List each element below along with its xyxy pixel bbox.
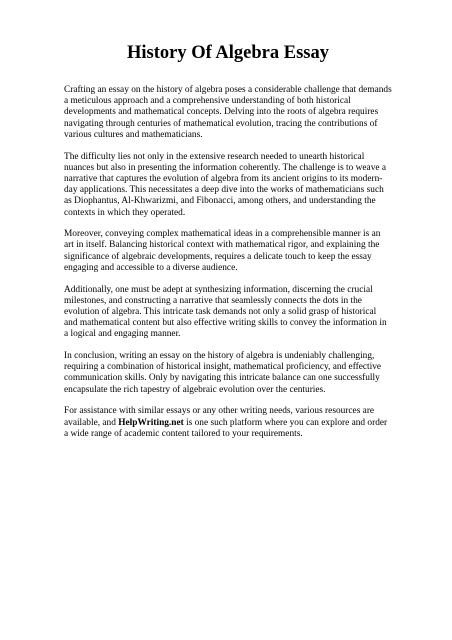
- closing-text-after: is one such platform where you can explore and order a wide range of academic content tailored to your requirements.: [64, 417, 388, 439]
- document-title: History Of Algebra Essay: [127, 43, 329, 63]
- helpwriting-link[interactable]: HelpWriting.net: [118, 417, 184, 428]
- paragraph-closing: [64, 406, 392, 440]
- closing-text-before: For assistance with similar essays or any other writing needs, various resources are available, and: [64, 406, 375, 428]
- paragraph-conclusion: In conclusion, writing an essay on the history of algebra is undeniably challenging, requiring a combination of historical insight, mathematical proficiency, and effective communication skills. Only by navigating this intricate balance can one successfully encapsulate the rich tapestry of algebraic evolution over the centuries.: [64, 351, 382, 395]
- paragraph-synthesis: Additionally, one must be adept at synthesizing information, discerning the crucial milestones, and constructing a narrative that seamlessly connects the dots in the evolution of algebra. This intricate task demands not only a solid grasp of historical and mathematical content but also effective writing skills to convey the information in a logical and engaging manner.: [64, 284, 387, 340]
- paragraph-intro: Crafting an essay on the history of algebra poses a considerable challenge that demands a meticulous approach and a comprehensive understanding of both historical developments and mathematical concepts. Delving into the roots of algebra requires navigating through centuries of mathematical evolution, tracing the contributions of various cultures and mathematicians.: [64, 85, 392, 140]
- paragraph-difficulty: The difficulty lies not only in the extensive research needed to unearth historical nuances but also in presenting the information coherently. The challenge is to weave a narrative that captures the evolution of algebra from its ancient origins to its modern-day applications. This necessitates a deep dive into the works of mathematicians such as Diophantus, Al-Khwarizmi, and Fibonacci, among others, and understanding the contexts in which they operated.: [64, 151, 386, 218]
- paragraph-conveying-ideas: Moreover, conveying complex mathematical ideas in a comprehensible manner is an art in itself. Balancing historical context with mathematical rigor, and explaining the significance of algebraic developments, requires a delicate touch to keep the essay engaging and accessible to a diverse audience.: [64, 229, 381, 273]
